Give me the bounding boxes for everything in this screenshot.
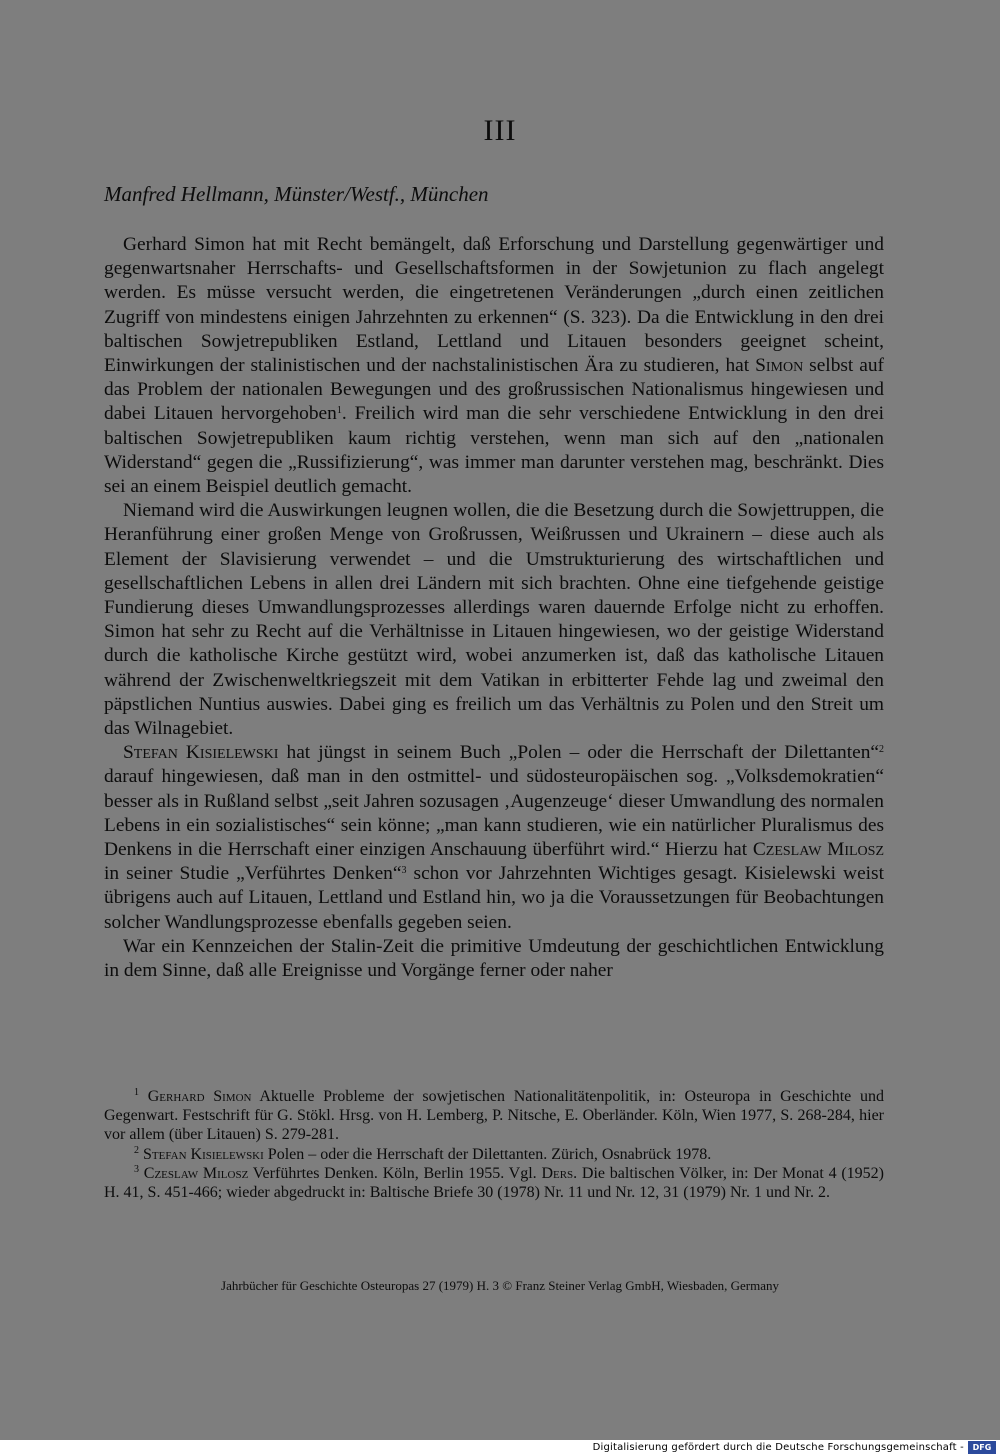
footnote-author-ders: Ders.	[541, 1164, 578, 1182]
author-name-simon: Simon	[755, 355, 804, 377]
author-name-milosz: Czeslaw Milosz	[752, 839, 884, 861]
footnote-2	[104, 1145, 884, 1164]
footnote-1	[104, 1087, 884, 1145]
paragraph-1-part-b: selbst auf das Problem der nationalen Bewegungen und des großrussischen Nationalismus hingewiesen und dabei Litauen hervorgehoben	[104, 355, 885, 425]
paragraph-3	[104, 741, 884, 935]
paragraph-3-part-a: hat jüngst in seinem Buch „Polen – oder die Herrschaft der Dilettanten“	[278, 742, 879, 764]
footnote-ref-1: 1	[336, 405, 342, 417]
footnote-number: 1	[134, 1087, 139, 1098]
dfg-logo-icon: DFG	[968, 1441, 996, 1454]
footnote-author: Czeslaw Milosz	[143, 1164, 249, 1182]
paragraph-3-part-d: schon vor Jahrzehnten Wichtiges gesagt. Kisielewski weist übrigens auch auf Litauen, Lettland und Estland hin, wo ja die Voraussetzungen für Beobachtungen solcher Wandlungsprozesse ebenfalls gegeben seien.	[104, 863, 884, 933]
journal-citation: Jahrbücher für Geschichte Osteuropas 27 (1979) H. 3 © Franz Steiner Verlag GmbH, Wiesbaden, Germany	[221, 1278, 779, 1293]
paragraph-3-part-c: in seiner Studie „Verführtes Denken“	[104, 863, 402, 885]
footnote-number: 2	[134, 1144, 139, 1156]
chapter-number: III	[483, 114, 517, 147]
author-line: Manfred Hellmann, Münster/Westf., München	[104, 182, 489, 206]
paragraph-4: War ein Kennzeichen der Stalin-Zeit die primitive Umdeutung der geschichtlichen Entwicklung in dem Sinne, daß alle Ereignisse und Vorgänge ferner oder naher	[104, 935, 884, 982]
author-name-kisielewski: Stefan Kisielewski	[123, 742, 279, 764]
footnote-number: 3	[134, 1163, 139, 1175]
footnote-text: Aktuelle Probleme der sowjetischen Nationalitätenpolitik, in: Osteuropa in Geschichte und Gegenwart. Festschrift für G. Stökl. Hrsg. von H. Lemberg, P. Nitsche, E. Oberländer. Köln, Wien 1977, S. 268-284, hier vor allem (über Litauen) S. 279-281.	[104, 1088, 884, 1144]
main-text	[104, 233, 884, 983]
paragraph-1-part-a: Gerhard Simon hat mit Recht bemängelt, daß Erforschung und Darstellung gegenwärtiger und gegenwartsnaher Herrschafts- und Gesellschaftsformen in der Sowjetunion zu flach angelegt werden. Es müsse versucht werden, die eingetretenen Veränderungen „durch einen zeitlichen Zugriff von mindestens einigen Jahrzehnten zu erkennen“ (S. 323). Da die Entwicklung in den drei baltischen Sowjetrepubliken Estland, Lettland und Litauen besonders geeignet scheint, Einwirkungen der stalinistischen und der nachstalinistischen Ära zu studieren, hat	[104, 234, 884, 377]
paragraph-1-part-c: . Freilich wird man die sehr verschiedene Entwicklung in den drei baltischen Sowjetrepubliken kaum richtig verstehen, wenn man sich auf den „nationalen Widerstand“ gegen die „Russifizierung“, was immer man darunter verstehen mag, beschränkt. Dies sei an einem Beispiel deutlich gemacht.	[104, 403, 884, 498]
footnote-author: Stefan Kisielewski	[143, 1145, 264, 1163]
footnote-text: Verführtes Denken. Köln, Berlin 1955. Vgl.	[248, 1164, 542, 1182]
paragraph-1	[104, 233, 884, 499]
footnote-ref-2: 2	[879, 744, 884, 756]
footnotes	[104, 1087, 884, 1202]
paragraph-2: Niemand wird die Auswirkungen leugnen wollen, die die Besetzung durch die Sowjettruppen, die Heranführung einer großen Menge von Großrussen, Weißrussen und Ukrainern – diese auch als Element der Slavisierung verwendet – und die Umstrukturierung des wirtschaftlichen und gesellschaftlichen Lebens in allen drei Ländern mit sich brachten. Ohne eine tiefgehende geistige Fundierung dieses Umwandlungsprozesses allerdings waren dauernde Erfolge nicht zu erhoffen. Simon hat sehr zu Recht auf die Verhältnisse in Litauen hingewiesen, wo der geistige Widerstand durch die katholische Kirche gestützt wird, wobei anzumerken ist, daß das katholische Litauen während der Zwischenweltkriegszeit mit dem Vatikan in erbitterter Fehde lag und zweimal den päpstlichen Nuntius auswies. Dabei ging es freilich um das Verhältnis zu Polen und den Streit um das Wilnagebiet.	[104, 500, 884, 740]
paragraph-3-part-b: darauf hingewiesen, daß man in den ostmittel- und südosteuropäischen sog. „Volksdemokratien“ besser als in Rußland selbst „seit Jahren sozusagen ‚Augenzeuge‘ dieser Umwandlung des normalen Lebens in ein sozialistisches“ sein könne; „man kann studieren, wie ein natürlicher Pluralismus des Denkens in die Herrschaft einer einzigen Anschauung überführt wird.“ Hierzu hat	[104, 766, 884, 861]
footnote-text: Polen – oder die Herrschaft der Dilettanten. Zürich, Osnabrück 1978.	[263, 1145, 712, 1163]
footnote-author: Gerhard Simon	[147, 1088, 252, 1105]
digitization-credit: Digitalisierung gefördert durch die Deutsche Forschungsgemeinschaft -	[592, 1442, 964, 1453]
footnote-text-cont: Die baltischen Völker, in: Der Monat 4 (1952) H. 41, S. 451-466; wieder abgedruckt in: Baltische Briefe 30 (1978) Nr. 11 und Nr. 12, 31 (1979) Nr. 1 und Nr. 2.	[104, 1164, 885, 1202]
footnote-ref-3: 3	[401, 865, 407, 877]
footnote-3	[104, 1164, 884, 1202]
